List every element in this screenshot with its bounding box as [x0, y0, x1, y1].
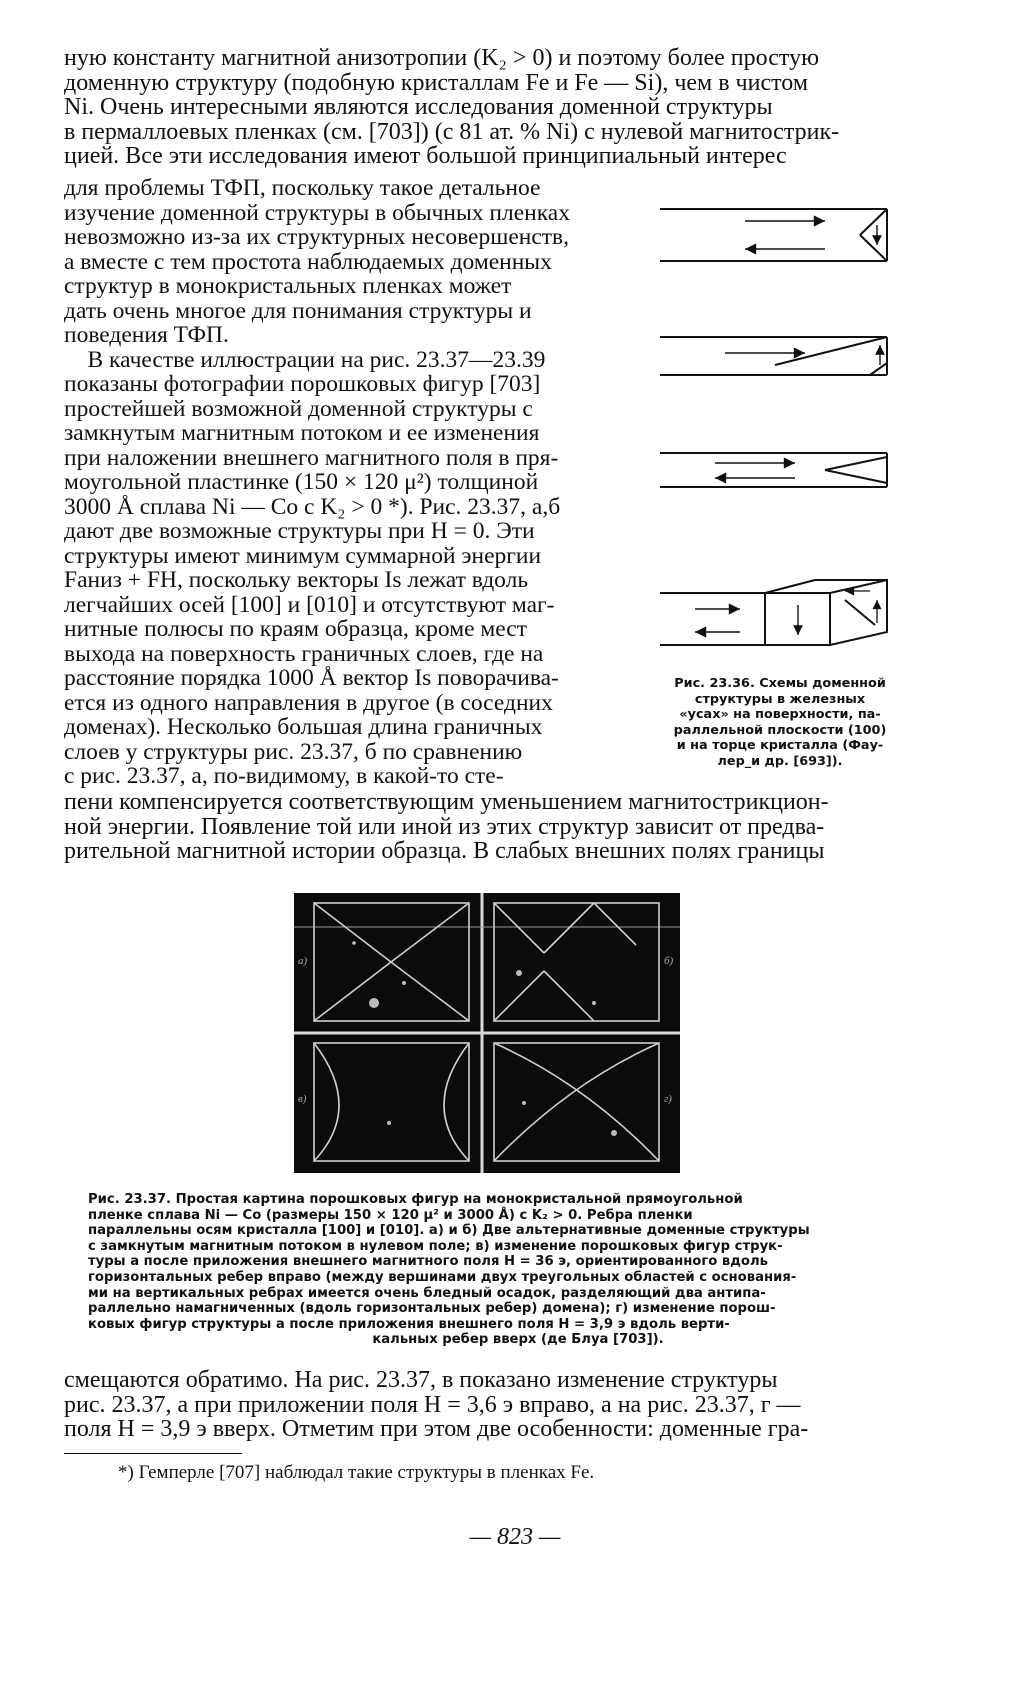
text-line: Fаниз + FH, поскольку векторы Is лежат вдоль — [64, 567, 529, 593]
caption-line: Рис. 23.37. Простая картина порошковых фигур на монокристальной прямоугольной — [88, 1192, 743, 1207]
caption-line: раллельной плоскости (100) — [673, 722, 887, 738]
text-line: слоев у структуры рис. 23.37, б по сравнению — [64, 738, 523, 765]
panel-label-c: в) — [298, 1093, 307, 1105]
caption-line: ковых фигур структуры а после приложения внешнего поля H = 3,9 э вдоль верти- — [88, 1316, 730, 1332]
top-paragraph — [64, 46, 962, 169]
text-line: дают две возможные структуры при H = 0. Эти — [64, 518, 535, 544]
domain-schematic-drawing — [655, 195, 905, 665]
text-line: дать очень многое для понимания структуры и — [64, 297, 532, 324]
text-line: с рис. 23.37, а, по-видимому, в какой-то сте- — [64, 763, 504, 789]
caption-line: туры а после приложения внешнего магнитного поля H = 36 э, ориентированного вдоль — [88, 1254, 768, 1270]
text-line: нитные полюсы по краям образца, кроме мест — [64, 616, 528, 642]
domain-scheme-2 — [660, 337, 887, 375]
caption-line: раллельно намагниченных (вдоль горизонтальных ребер) домена); г) изменение порош- — [88, 1301, 776, 1317]
text-line: для проблемы ТФП, поскольку такое детальное — [64, 175, 541, 201]
text-line: В качестве иллюстрации на рис. 23.37—23.39 — [64, 346, 546, 373]
figure-23-37-photo — [294, 893, 680, 1173]
footnote: *) Гемперле [707] наблюдал такие структуры в пленках Fe. — [118, 1462, 595, 1483]
text-line: поля H = 3,9 э вверх. Отметим при этом две особенности: доменные гра- — [64, 1416, 809, 1442]
panel-label-d: г) — [664, 1093, 672, 1105]
caption-line: лер_и др. [693]). — [717, 753, 843, 769]
text-line: моугольной пластинке (150 × 120 μ²) толщиной — [64, 469, 539, 495]
page-number: — 823 — — [469, 1524, 561, 1550]
footnote-rule — [64, 1453, 242, 1454]
text-line: структуры имеют минимум суммарной энергии — [64, 542, 542, 569]
caption-line: пленке сплава Ni — Co (размеры 150 × 120 μ² и 3000 Å) с K₂ > 0. Ребра пленки — [88, 1207, 693, 1223]
text-line: ной энергии. Появление той или иной из этих структур зависит от предва- — [64, 813, 825, 840]
text-line: при наложении внешнего магнитного поля в пря- — [64, 444, 559, 471]
panel-label-b: б) — [664, 955, 674, 967]
text-line: выхода на поверхность граничных слоев, где на — [64, 640, 544, 667]
text-line: Ni. Очень интересными являются исследования доменной структуры — [64, 94, 773, 120]
text-line: 3000 Å сплава Ni — Co с K₂ > 0 *). Рис. 23.37, а,б — [64, 493, 561, 520]
domain-scheme-3 — [660, 453, 887, 487]
panel-label-a: а) — [298, 955, 308, 967]
text-line: структур в монокристальных пленках может — [64, 273, 512, 299]
text-line: невозможно из-за их структурных несовершенств, — [64, 224, 570, 250]
text-line: смещаются обратимо. На рис. 23.37, в показано изменение структуры — [64, 1367, 778, 1393]
text-line: легчайших осей [100] и [010] и отсутствуют маг- — [64, 591, 555, 618]
caption-line: с замкнутым магнитным потоком в нулевом поле; в) изменение порошковых фигур струк- — [88, 1238, 783, 1254]
caption-line: Рис. 23.36. Схемы доменной — [674, 676, 886, 691]
text-line: цией. Все эти исследования имеют большой принципиальный интерес — [64, 143, 787, 169]
text-line: рис. 23.37, а при приложении поля H = 3,6 э вправо, а на рис. 23.37, г — — [64, 1391, 801, 1418]
figure-23-36 — [655, 195, 905, 665]
text-line: замкнутым магнитным потоком и ее изменения — [64, 420, 540, 446]
text-line: ется из одного направления в другое (в соседних — [64, 689, 553, 716]
powder-pattern-photo — [294, 893, 680, 1173]
text-line: а вместе с тем простота наблюдаемых доменных — [64, 248, 552, 275]
left-column-text — [64, 176, 634, 789]
middle-paragraph — [64, 790, 962, 864]
text-line: показаны фотографии порошковых фигур [703] — [64, 371, 541, 397]
text-line: в пермаллоевых пленках (см. [703]) (с 81 ат. % Ni) с нулевой магнитострик- — [64, 118, 840, 145]
text-line: доменах). Несколько большая длина граничных — [64, 714, 543, 740]
figure-23-36-caption — [650, 676, 910, 769]
text-line: пени компенсируется соответствующим уменьшением магнитострикцион- — [64, 789, 829, 815]
domain-scheme-1 — [660, 209, 887, 261]
caption-line: и на торце кристалла (Фау- — [676, 738, 884, 753]
text-line: ную константу магнитной анизотропии (K₂ > 0) и поэтому более простую — [64, 45, 819, 71]
caption-line: «усах» на поверхности, па- — [679, 707, 881, 722]
caption-line: горизонтальных ребер вправо (между вершинами двух треугольных областей с основания- — [88, 1269, 797, 1285]
bottom-paragraph — [64, 1368, 962, 1442]
domain-scheme-3d — [660, 580, 887, 645]
figure-23-37-caption — [88, 1192, 948, 1348]
caption-line: параллельны осям кристалла [100] и [010]. а) и б) Две альтернативные доменные структуры — [88, 1223, 810, 1239]
caption-line: ми на вертикальных ребрах имеется очень бледный осадок, разделяющий два антипа- — [88, 1285, 766, 1301]
text-line: поведения ТФП. — [64, 322, 229, 348]
caption-line: структуры в железных — [694, 691, 866, 707]
text-line: простейшей возможной доменной структуры с — [64, 395, 533, 422]
text-line: расстояние порядка 1000 Å вектор Is поворачива- — [64, 665, 559, 691]
caption-line: кальных ребер вверх (де Блуа [703]). — [372, 1332, 664, 1348]
text-line: изучение доменной структуры в обычных пленках — [64, 199, 570, 226]
text-line: доменную структуру (подобную кристаллам Fe и Fe — Si), чем в чистом — [64, 69, 809, 96]
text-line: рительной магнитной истории образца. В слабых внешних полях границы — [64, 838, 825, 864]
